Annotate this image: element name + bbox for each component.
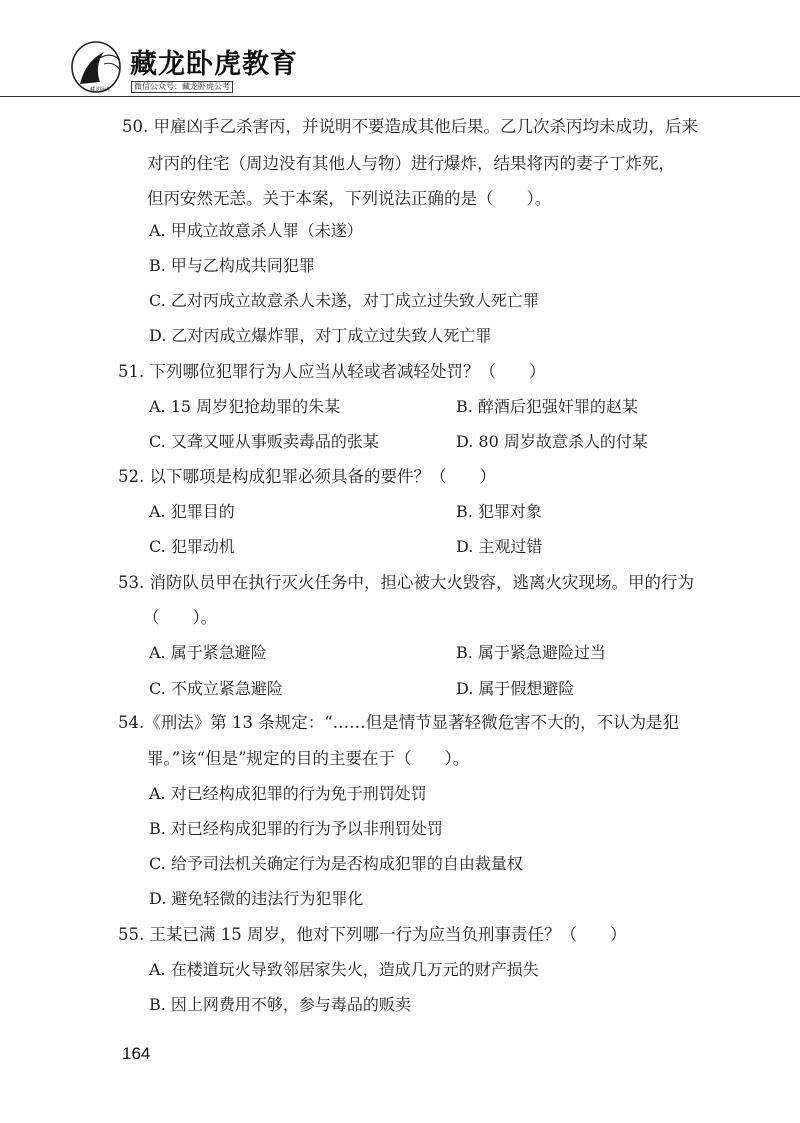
brand-title: 藏龙卧虎教育 [130,49,298,80]
answer-option: D. 80 周岁故意杀人的付某 [456,432,648,451]
answer-option: B. 因上网费用不够，参与毒品的贩卖 [149,995,411,1014]
logo-emblem-icon [70,40,126,96]
question-stem-line: 但丙安然无恙。关于本案，下列说法正确的是（ ）。 [147,189,552,208]
answer-option: A. 在楼道玩火导致邻居家失火，造成几万元的财产损失 [149,960,539,979]
logo-caption: 藏龙卧虎 [89,87,111,93]
answer-option: D. 主观过错 [456,537,543,556]
question-stem-line: （ ）。 [143,608,218,627]
answer-option: D. 属于假想避险 [456,679,575,698]
answer-option: C. 又聋又哑从事贩卖毒品的张某 [149,432,379,451]
answer-option: A. 甲成立故意杀人罪（未遂） [149,221,363,240]
answer-option: A. 15 周岁犯抢劫罪的朱某 [149,397,341,416]
question-stem-line: 罪。”该“但是”规定的目的主要在于（ ）。 [147,749,470,768]
answer-option: A. 对已经构成犯罪的行为免于刑罚处罚 [149,784,427,803]
answer-option: A. 犯罪目的 [149,502,235,521]
brand-subtitle: 微信公众号：藏龙卧虎公考 [131,81,233,93]
page-header [0,0,800,100]
answer-option: B. 甲与乙构成共同犯罪 [149,256,315,275]
question-stem-line: 52. 以下哪项是构成犯罪必须具备的要件？（ ） [118,467,496,486]
answer-option: D. 乙对丙成立爆炸罪，对丁成立过失致人死亡罪 [149,326,492,345]
question-stem-line: 51. 下列哪位犯罪行为人应当从轻或者减轻处罚？（ ） [118,362,546,381]
answer-option: C. 乙对丙成立故意杀人未遂，对丁成立过失致人死亡罪 [149,291,539,310]
question-stem-line: 对丙的住宅（周边没有其他人与物）进行爆炸，结果将丙的妻子丁炸死， [147,154,675,173]
answer-option: B. 属于紧急避险过当 [456,643,606,662]
answer-option: A. 属于紧急避险 [149,643,267,662]
question-stem-line: 53. 消防队员甲在执行灭火任务中，担心被大火毁容，逃离火灾现场。甲的行为 [118,573,694,592]
answer-option: C. 不成立紧急避险 [149,679,283,698]
page-number: 164 [122,1044,151,1063]
question-stem-line: 50. 甲雇凶手乙杀害丙，并说明不要造成其他后果。乙几次杀丙均未成功，后来 [122,117,698,136]
answer-option: B. 醉酒后犯强奸罪的赵某 [456,397,638,416]
answer-option: C. 犯罪动机 [149,537,235,556]
answer-option: B. 对已经构成犯罪的行为予以非刑罚处罚 [149,819,443,838]
header-divider [0,96,800,97]
answer-option: D. 避免轻微的违法行为犯罪化 [149,889,364,908]
answer-option: B. 犯罪对象 [456,502,542,521]
question-stem-line: 55. 王某已满 15 周岁，他对下列哪一行为应当负刑事责任？（ ） [118,925,627,944]
question-stem-line: 54.《刑法》第 13 条规定：“……但是情节显著轻微危害不大的，不认为是犯 [118,713,680,732]
answer-option: C. 给予司法机关确定行为是否构成犯罪的自由裁量权 [149,854,523,873]
